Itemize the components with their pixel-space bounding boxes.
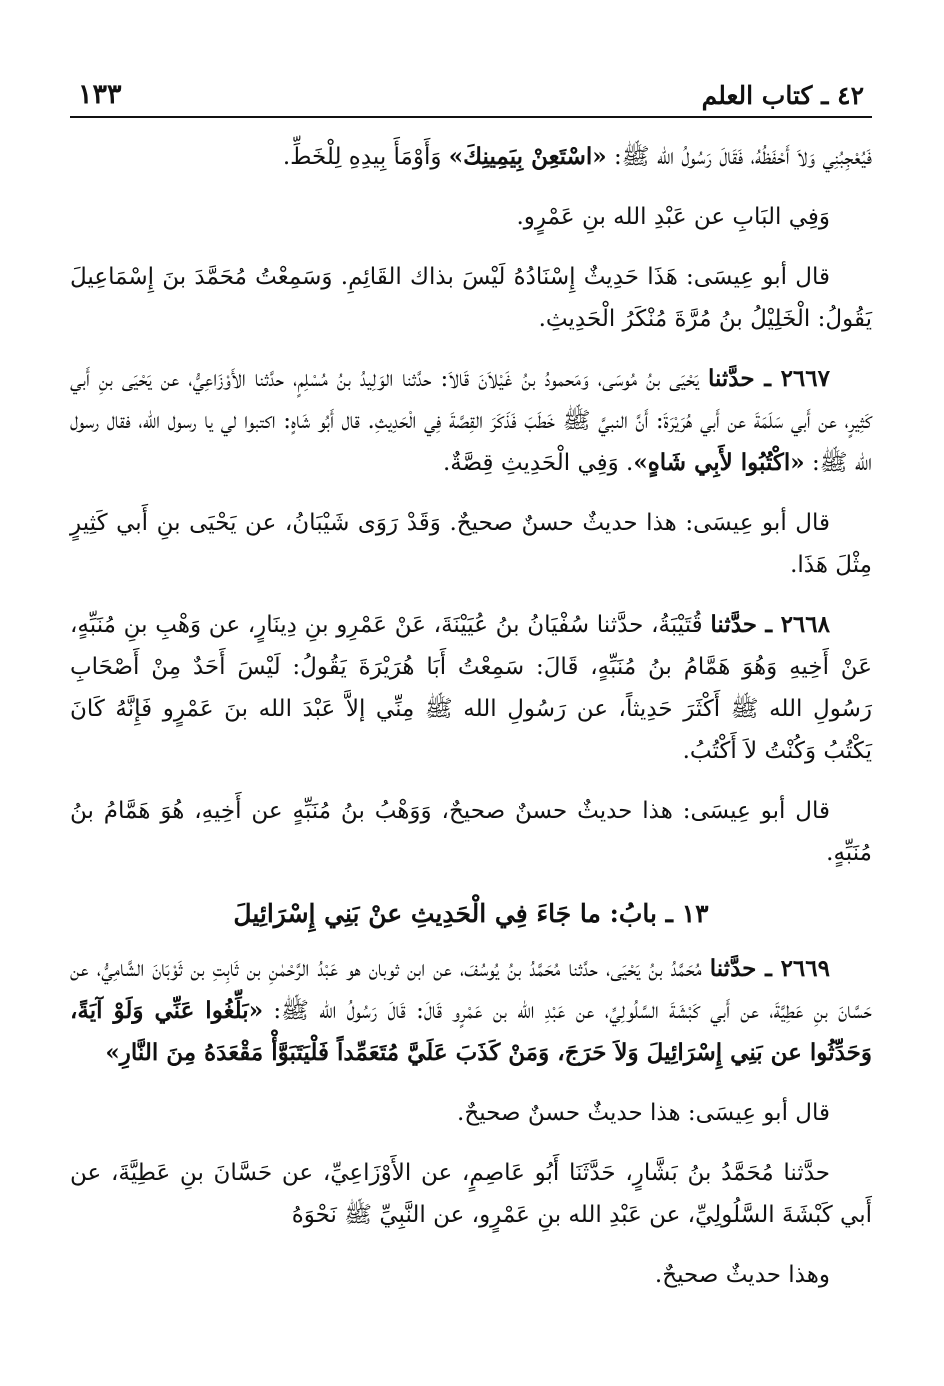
hadith-text: يَحْيَى بنُ مُوسَى، وَمَحمودُ بنُ غَيْلاَنَ قَالاَ: حدَّثنا الوَلِيدُ بنُ مُسْلِمٍ، حدَّثنا الأَوْزَاعِيُّ، عن يَحْيَى بنِ أَبي كَثِيرٍ، عن أَبي سَلَمَةَ عن أَبي هُرَيْرَةَ: أَنَّ النبيَّ ﷺ خَطَبَ فَذَكَرَ القِصَّةَ فِي الْحَدِيثِ. قال أَبُو شَاهٍ: اكتبوا لي يا رسول الله، فقال رسول الله ﷺ: <box>70 366 872 476</box>
commentary-paragraph: قال أبو عِيسَى: هذا حديثٌ حسنٌ صحيحٌ. وَقَدْ رَوَى شَيْبَانُ، عن يَحْيَى بنِ أَبي كَثِيرٍ مِثْلَ هَذَا. <box>70 510 872 578</box>
prophetic-quote: «اكْتُبُوا لأَبِي شَاهٍ» <box>633 449 805 476</box>
closing-paragraph: وهذا حديثٌ صحيحٌ. <box>654 1262 830 1288</box>
hadith-2669 <box>70 948 872 1074</box>
hadith-number: ٢٦٦٨ <box>780 611 830 638</box>
chain-paragraph: حدَّثنا مُحَمَّدُ بنُ بَشَّارٍ، حَدَّثَنَا أَبُو عَاصِمٍ، عن الأَوْزَاعِيِّ، عن حَسَّانَ بنِ عَطِيَّةَ، عن أَبي كَبْشَةَ السَّلُولِيِّ، عن عَبْدِ الله بنِ عَمْرٍو، عن النَّبِيِّ ﷺ نَحْوَهُ <box>70 1160 872 1228</box>
commentary-paragraph: قال أبو عِيسَى: هذا حديثٌ حسنٌ صحيحٌ. <box>457 1100 830 1126</box>
hadith-label: ـ حدَّثنا <box>707 365 781 392</box>
hadith-text-end: . وَفِي الْحَدِيثِ قِصَّةٌ. <box>442 450 634 476</box>
book-page <box>70 60 872 1356</box>
bab-note: وَفِي البَابِ عن عَبْدِ الله بنِ عَمْرٍو. <box>516 204 830 230</box>
hadith-label: ـ حدَّثنا <box>709 955 781 982</box>
continuation-text: فَيُعْجِبُنِي وَلاَ أَحْفَظُهُ، فَقَالَ رَسُولُ الله ﷺ: <box>606 144 872 170</box>
page-body <box>70 136 872 1296</box>
continuation-text-end: وَأَوْمَأَ بِيدِهِ لِلْخَطِّ. <box>282 144 449 170</box>
hadith-number: ٢٦٦٧ <box>780 365 830 392</box>
commentary-paragraph: قال أبو عِيسَى: هذا حديثٌ حسنٌ صحيحٌ، وَوَهْبُ بنُ مُنَبِّهٍ عن أَخِيهِ، هُوَ هَمَّامُ بنُ مُنَبِّهٍ. <box>70 798 872 866</box>
hadith-text: مُحَمَّدُ بنُ يَحْيَى، حدَّثنا مُحَمَّدُ بنُ يُوسُفَ، عن ابن ثوبان هو عَبْدُ الرَّحْمٰنِ بن ثَابِتِ بن ثَوْبَانَ الشَّامِيُّ، عن حَسَّانَ بنِ عَطِيَّةَ، عن أَبي كَبْشَةَ السَّلُولِيِّ، عن عَبْدِ الله بن عَمْرٍو قَالَ: قَالَ رَسُولُ الله ﷺ: <box>70 956 872 1024</box>
page-number: ١٣٣ <box>78 79 122 110</box>
hadith-label: ـ حدَّثنا <box>710 611 781 638</box>
chapter-title: ٤٢ ـ كتاب العلم <box>701 81 864 110</box>
hadith-text: قُتَيْبَةُ، حدَّثنا سُفْيَانُ بنُ عُيَيْنَةَ، عَنْ عَمْرِو بنِ دِينَارٍ، عن وَهْبِ بنِ مُنَبِّهٍ، عَنْ أَخِيهِ وَهُوَ هَمَّامُ بنُ مُنَبِّهٍ، قَالَ: سَمِعْتُ أَبَا هُرَيْرَةَ يَقُولُ: لَيْسَ أَحَدٌ مِنْ أَصْحَابِ رَسُولِ الله ﷺ أَكْثَرَ حَدِيثاً، عن رَسُولِ الله ﷺ مِنِّي إلاَّ عَبْدَ الله بنَ عَمْرٍو فَإِنَّهُ كَانَ يَكْتُبُ وَكُنْتُ لاَ أَكْتُبُ. <box>70 612 872 764</box>
hadith-2667 <box>70 358 872 484</box>
continuation-paragraph <box>70 136 872 178</box>
prophetic-quote: «اسْتَعِنْ بِيَمِينِكَ» <box>448 143 607 170</box>
prophetic-quote: «بَلِّغُوا عَنِّي وَلَوْ آيَةً، وَحَدِّثُوا عن بَنِي إِسْرَائِيلَ وَلاَ حَرَجَ، وَمَنْ كَذَبَ عَلَيَّ مُتَعَمِّداً فَلْيَتَبَوَّأْ مَقْعَدَهُ مِنَ النَّارِ» <box>70 997 872 1066</box>
page-header <box>70 60 872 118</box>
section-heading: ١٣ ـ بابُ: ما جَاءَ فِي الْحَدِيثِ عنْ بَنِي إِسْرَائِيلَ <box>233 899 709 928</box>
hadith-number: ٢٦٦٩ <box>780 955 830 982</box>
hadith-2668 <box>70 604 872 772</box>
commentary-paragraph: قال أبو عِيسَى: هَذَا حَدِيثٌ إِسْنَادُهُ لَيْسَ بذاك القَائِمِ. وَسَمِعْتُ مُحَمَّدَ بنَ إِسْمَاعِيلَ يَقُولُ: الْخَلِيْلُ بنُ مُرَّةَ مُنْكَرُ الْحَدِيثِ. <box>70 264 872 332</box>
